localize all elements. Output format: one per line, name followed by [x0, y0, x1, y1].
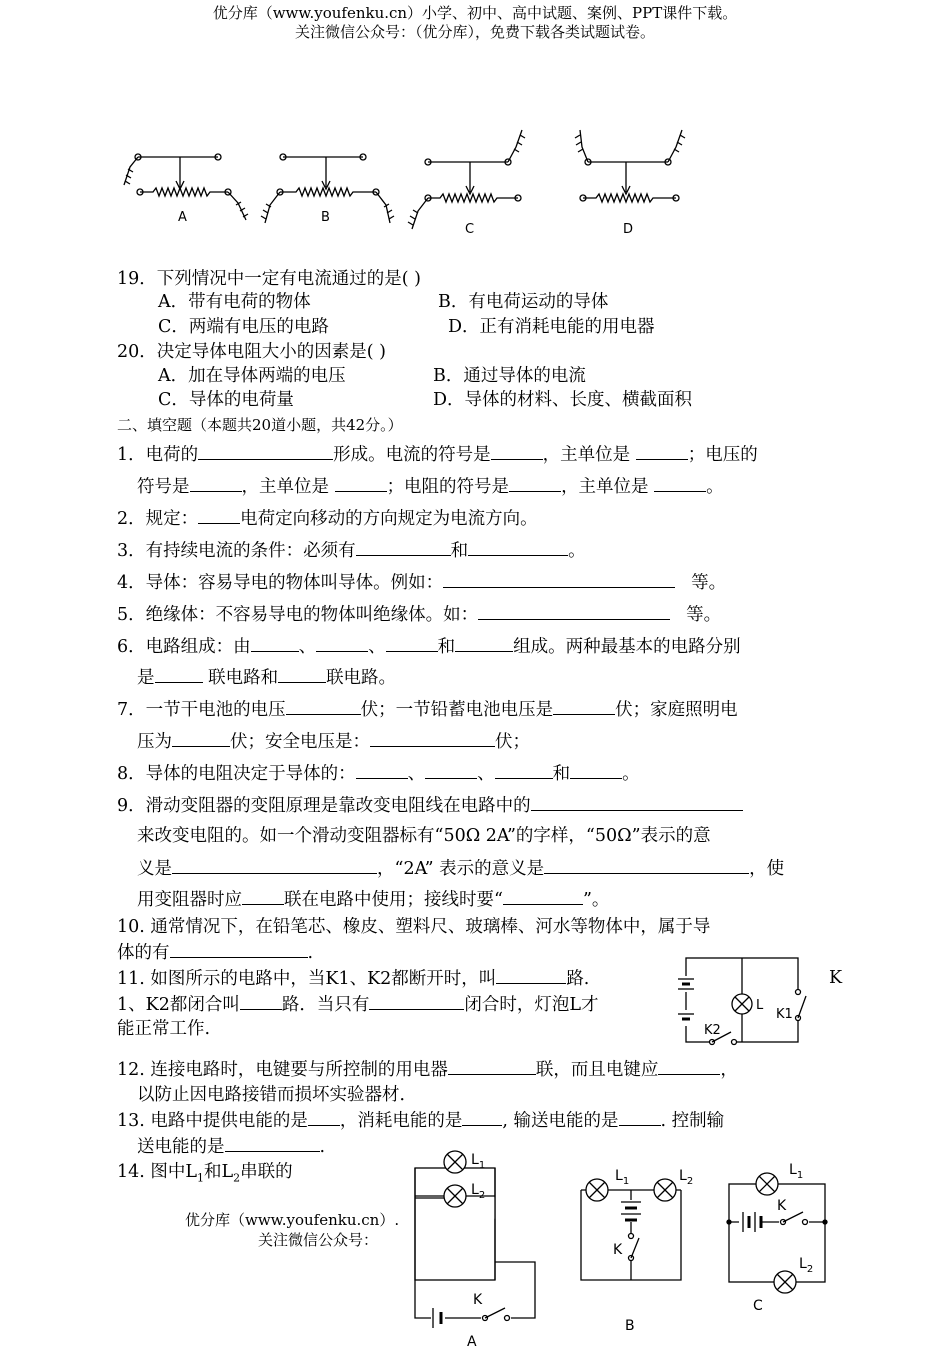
fill-12-line-1: 12. 连接电路时，电键要与所控制的用电器 联，而且电键应 ， — [117, 1057, 738, 1082]
blank[interactable] — [240, 992, 282, 1010]
blank[interactable] — [455, 634, 513, 652]
circuit-a-caption: A — [467, 1334, 477, 1350]
rheostat-label-c: C — [465, 222, 475, 237]
blank[interactable] — [553, 697, 615, 715]
blank[interactable] — [658, 1057, 720, 1075]
blank[interactable] — [242, 887, 284, 905]
circuit-a — [415, 1151, 535, 1350]
blank[interactable] — [155, 665, 203, 683]
blank[interactable] — [570, 761, 622, 779]
fill-9-line-1: 9．滑动变阻器的变阻原理是靠改变电阻线在电路中的 — [117, 793, 743, 818]
blank[interactable] — [386, 634, 438, 652]
blank[interactable] — [531, 793, 743, 811]
fill-6-line-2: 是 联电路和 联电路。 — [137, 665, 396, 690]
fill-13-line-2: 送电能的是 . — [137, 1134, 325, 1159]
fill-6-line-1: 6．电路组成：由 、 、 和 组成。两种最基本的电路分别 — [117, 634, 741, 659]
blank[interactable] — [425, 761, 477, 779]
q20-option-c: C．导体的电荷量 — [158, 390, 294, 410]
blank[interactable] — [286, 697, 361, 715]
blank[interactable] — [654, 474, 706, 492]
blank[interactable] — [198, 442, 333, 460]
footer-line-1: 优分库（www.youfenku.cn）. — [185, 1211, 400, 1229]
switch-b-k: K — [613, 1242, 623, 1258]
blank[interactable] — [544, 856, 749, 874]
fill-11-line-3: 能正常工作. — [117, 1019, 211, 1039]
lamp-b-l2: $L_2$ — [679, 1168, 694, 1187]
q19-option-c: C．两端有电压的电路 — [158, 317, 329, 337]
rheostat-label-b: B — [321, 210, 330, 225]
blank[interactable] — [198, 506, 240, 524]
rheostat-b — [261, 154, 394, 225]
q20-option-d: D．导体的材料、长度、横截面积 — [433, 390, 693, 410]
lamp-a-l1: $L_1$ — [471, 1152, 486, 1171]
fill-4: 4．导体：容易导电的物体叫导体。例如： 等。 — [117, 570, 726, 595]
q19-option-b: B．有电荷运动的导体 — [438, 292, 609, 312]
rheostat-label-d: D — [623, 222, 634, 237]
header-line-1: 优分库（www.youfenku.cn）小学、初中、高中试题、案例、PPT课件下载。 — [212, 4, 738, 22]
fill-1-line-2: 符号是 ，主单位是 ；电阻的符号是 ，主单位是 。 — [137, 474, 724, 499]
blank[interactable] — [370, 729, 495, 747]
blank[interactable] — [190, 474, 242, 492]
lamp-b-l1: $L_1$ — [615, 1168, 630, 1187]
blank[interactable] — [170, 940, 308, 958]
fill-8: 8．导体的电阻决定于导体的： 、 、 和 。 — [117, 761, 640, 786]
blank[interactable] — [468, 538, 568, 556]
fill-12-line-2: 以防止因电路接错而损坏实验器材． — [137, 1085, 417, 1105]
lamp-c-l1: $L_1$ — [789, 1162, 804, 1181]
footer-line-2: 关注微信公众号： — [258, 1231, 379, 1249]
rheostat-a — [124, 154, 248, 225]
blank[interactable] — [636, 442, 688, 460]
circuit-c — [727, 1162, 827, 1314]
fill-14: 14. 图中$L_1$和$L_2$串联的 — [117, 1162, 293, 1185]
fill-1-line-1: 1．电荷的 形成。电流的符号是 ，主单位是 ；电压的 — [117, 442, 758, 467]
fill-9-line-2: 来改变电阻的。如一个滑动变阻器标有“50Ω 2A”的字样，“50Ω”表示的意 — [137, 826, 711, 846]
fill-9-line-3: 义是 ，“2A” 表示的意义是 ，使 — [137, 856, 784, 881]
fill-3: 3．有持续电流的条件：必须有 和 。 — [117, 538, 586, 563]
blank[interactable] — [172, 856, 377, 874]
rheostat-figure — [118, 125, 698, 240]
blank[interactable] — [278, 665, 326, 683]
blank[interactable] — [335, 474, 387, 492]
q19-option-d: D．正有消耗电能的用电器 — [448, 317, 655, 337]
blank[interactable] — [172, 729, 230, 747]
fill-10-line-1: 10. 通常情况下，在铅笔芯、橡皮、塑料尺、玻璃棒、河水等物体中，属于导 — [117, 917, 711, 937]
blank[interactable] — [316, 634, 368, 652]
circuit-b-caption: B — [625, 1318, 635, 1334]
switch-label-k2: K2 — [704, 1023, 721, 1038]
blank[interactable] — [503, 887, 583, 905]
lamp-c-l2: $L_2$ — [799, 1256, 814, 1275]
blank[interactable] — [308, 1108, 340, 1126]
blank[interactable] — [496, 966, 566, 984]
circuit-figure-q14 — [405, 1150, 835, 1350]
blank[interactable] — [251, 634, 299, 652]
fill-11-line-1: 11. 如图所示的电路中，当K1、K2都断开时，叫 路. — [117, 966, 589, 991]
section-2-title: 二、填空题（本题共20道小题，共42分。） — [117, 416, 403, 434]
blank[interactable] — [619, 1108, 661, 1126]
q20-option-b: B．通过导体的电流 — [433, 366, 586, 386]
switch-c-k: K — [777, 1198, 787, 1214]
blank[interactable] — [225, 1134, 320, 1152]
switch-a-k: K — [473, 1292, 483, 1308]
header-line-2: 关注微信公众号：（优分库），免费下载各类试题试卷。 — [294, 23, 655, 41]
blank[interactable] — [495, 761, 553, 779]
blank[interactable] — [369, 992, 464, 1010]
fill-9-line-4: 用变阻器时应 联在电路中使用；接线时要“ ”。 — [137, 887, 609, 912]
blank[interactable] — [448, 1057, 536, 1075]
q20-stem: 20．决定导体电阻大小的因素是( ) — [117, 342, 386, 362]
q19-option-a: A．带有电荷的物体 — [158, 292, 311, 312]
lamp-label: L — [756, 998, 764, 1013]
fill-2: 2．规定： 电荷定向移动的方向规定为电流方向。 — [117, 506, 538, 531]
blank[interactable] — [356, 538, 451, 556]
fill-5: 5．绝缘体：不容易导电的物体叫绝缘体。如： 等。 — [117, 602, 721, 627]
q19-stem: 19．下列情况中一定有电流通过的是( ) — [117, 269, 421, 289]
rheostat-d — [575, 130, 685, 237]
fill-11-line-2: 1、K2都闭合叫 路．当只有 闭合时，灯泡L才 — [117, 992, 598, 1017]
fill-10-line-2: 体的有 . — [117, 940, 313, 965]
blank[interactable] — [443, 570, 675, 588]
blank[interactable] — [478, 602, 670, 620]
rheostat-label-a: A — [178, 210, 187, 225]
fill-13-line-1: 13. 电路中提供电能的是 ，消耗电能的是 , 输送电能的是 . 控制输 — [117, 1108, 724, 1133]
fill-7-line-2: 压为 伏；安全电压是： 伏； — [137, 729, 530, 754]
blank[interactable] — [462, 1108, 502, 1126]
rheostat-c — [408, 130, 525, 237]
circuit-b — [581, 1168, 693, 1334]
switch-label-k1: K1 — [776, 1007, 793, 1022]
blank[interactable] — [491, 442, 543, 460]
blank[interactable] — [356, 761, 408, 779]
blank[interactable] — [509, 474, 561, 492]
fill-11-k: K — [829, 968, 843, 988]
circuit-figure-q11 — [676, 952, 806, 1048]
q20-option-a: A．加在导体两端的电压 — [158, 366, 346, 386]
circuit-c-caption: C — [753, 1298, 763, 1314]
lamp-a-l2: $L_2$ — [471, 1182, 486, 1201]
fill-7-line-1: 7．一节干电池的电压 伏；一节铅蓄电池电压是 伏；家庭照明电 — [117, 697, 738, 722]
